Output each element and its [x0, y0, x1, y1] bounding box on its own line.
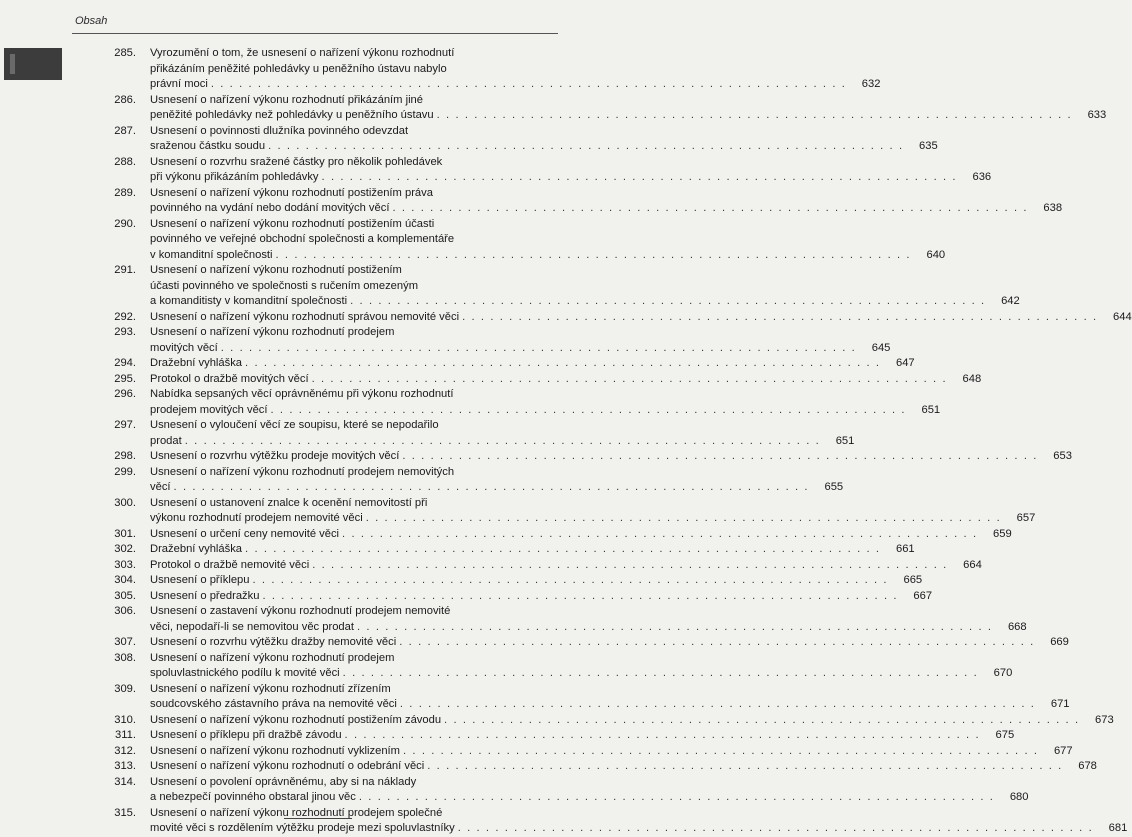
entry-number: 308.	[114, 651, 136, 664]
entry-number: 289.	[114, 186, 136, 199]
entry-page-number: 644	[1113, 310, 1132, 323]
toc-entry[interactable]	[108, 542, 915, 558]
entry-title-line: Usnesení o nařízení výkonu rozhodnutí zřízením	[150, 682, 391, 695]
entry-title-line: soudcovského zástavního práva na nemovité věci	[150, 698, 397, 710]
toc-entry[interactable]	[108, 713, 1114, 729]
dot-leader: . . . . . . . . . . . . . . . . . . . . . . . . . . . . . . . . . . . . . . . . . . . . . . . . . . . . . . . . . . . . . . . . . . . .	[220, 341, 857, 354]
toc-entry[interactable]	[108, 186, 1063, 217]
entry-number: 293.	[114, 326, 136, 338]
entry-page-number: 633	[1087, 109, 1107, 121]
dot-leader: . . . . . . . . . . . . . . . . . . . . . . . . . . . . . . . . . . . . . . . . . . . . . . . . . . . . . . . . . . . . . . . . . . . .	[356, 620, 993, 633]
entry-title-line: Usnesení o nařízení výkonu rozhodnutí postižením práva	[150, 186, 433, 199]
entry-title-line: přikázáním peněžité pohledávky u peněžního ústavu nabylo	[150, 62, 447, 75]
entry-page-number: 661	[895, 543, 915, 555]
entry-title-line: Usnesení o povinnosti dlužníka povinného odevzdat	[150, 124, 409, 137]
toc-entry[interactable]	[108, 325, 891, 356]
entry-page-number: 657	[1016, 512, 1036, 524]
header-divider	[72, 33, 558, 34]
entry-title-line: movité věci s rozdělením výtěžku prodeje mezi spoluvlastníky	[150, 822, 455, 834]
entry-number: 304.	[114, 574, 136, 586]
entry-title-line: peněžité pohledávky než pohledávky u peněžního ústavu	[150, 109, 434, 121]
entry-page-number: 680	[1009, 791, 1029, 803]
toc-entry[interactable]	[108, 496, 1036, 527]
entry-page-number: 642	[1001, 295, 1020, 307]
entry-page-number: 681	[1108, 822, 1128, 834]
entry-page-number: 668	[1007, 620, 1027, 633]
entry-title-line: Usnesení o nařízení výkonu rozhodnutí přikázáním jiné	[150, 93, 424, 106]
dot-leader: . . . . . . . . . . . . . . . . . . . . . . . . . . . . . . . . . . . . . . . . . . . . . . . . . . . . . . . . . . . . . . . . . . . .	[462, 310, 1098, 323]
dot-leader: . . . . . . . . . . . . . . . . . . . . . . . . . . . . . . . . . . . . . . . . . . . . . . . . . . . . . . . . . . . . . . . . . . . .	[350, 295, 986, 307]
dot-leader: . . . . . . . . . . . . . . . . . . . . . . . . . . . . . . . . . . . . . . . . . . . . . . . . . . . . . . . . . . . . . . . . . . . .	[312, 558, 948, 571]
entry-page-number: 648	[962, 372, 982, 385]
dot-leader: . . . . . . . . . . . . . . . . . . . . . . . . . . . . . . . . . . . . . . . . . . . . . . . . . . . . . . . . . . . . . . . . . . . .	[342, 667, 979, 679]
dot-leader: . . . . . . . . . . . . . . . . . . . . . . . . . . . . . . . . . . . . . . . . . . . . . . . . . . . . . . . . . . . . . . . . . . . .	[444, 713, 1080, 726]
entry-page-number: 675	[995, 729, 1015, 741]
section-tab-marker	[4, 48, 62, 80]
entry-title-line: Usnesení o rozvrhu výtěžku dražby nemovité věci	[150, 636, 397, 648]
entry-number: 309.	[114, 682, 136, 695]
toc-entry[interactable]	[108, 372, 982, 388]
entry-title-line: Usnesení o nařízení výkonu rozhodnutí prodejem nemovitých	[150, 465, 455, 478]
entry-page-number: 665	[903, 574, 923, 586]
dot-leader: . . . . . . . . . . . . . . . . . . . . . . . . . . . . . . . . . . . . . . . . . . . . . . . . . . . . . . . . . . . . . . . . . . . .	[184, 434, 821, 447]
entry-number: 303.	[114, 558, 136, 571]
entry-title-line: Protokol o dražbě movitých věcí	[150, 372, 309, 385]
entry-number: 296.	[114, 388, 136, 400]
entry-number: 305.	[114, 589, 136, 602]
entry-title-line: a komanditisty v komanditní společnosti	[150, 295, 348, 307]
entry-title-line: povinného ve veřejné obchodní společnosti a komplementáře	[150, 233, 455, 245]
entry-title-line: při výkonu přikázáním pohledávky	[150, 171, 319, 183]
entry-title-line: Usnesení o nařízení výkonu rozhodnutí postižením závodu	[150, 713, 442, 726]
entry-page-number: 638	[1043, 202, 1063, 214]
dot-leader: . . . . . . . . . . . . . . . . . . . . . . . . . . . . . . . . . . . . . . . . . . . . . . . . . . . . . . . . . . . . . . . . . . . .	[399, 636, 1035, 648]
entry-number: 297.	[114, 419, 136, 431]
dot-leader: . . . . . . . . . . . . . . . . . . . . . . . . . . . . . . . . . . . . . . . . . . . . . . . . . . . . . . . . . . . . . . . . . . . .	[436, 109, 1073, 121]
entry-title-line: Usnesení o nařízení výkonu rozhodnutí postižením	[150, 264, 402, 276]
dot-leader: . . . . . . . . . . . . . . . . . . . . . . . . . . . . . . . . . . . . . . . . . . . . . . . . . . . . . . . . . . . . . . . . . . . .	[399, 698, 1036, 710]
entry-page-number: 667	[913, 589, 933, 602]
entry-page-number: 645	[871, 341, 891, 354]
dot-leader: . . . . . . . . . . . . . . . . . . . . . . . . . . . . . . . . . . . . . . . . . . . . . . . . . . . . . . . . . . . . . . . . . . . .	[245, 357, 881, 369]
toc-entry[interactable]	[108, 387, 941, 418]
dot-leader: . . . . . . . . . . . . . . . . . . . . . . . . . . . . . . . . . . . . . . . . . . . . . . . . . . . . . . . . . . . . . . . . . . . .	[358, 791, 995, 803]
page-header-title: Obsah	[75, 15, 108, 27]
dot-leader: . . . . . . . . . . . . . . . . . . . . . . . . . . . . . . . . . . . . . . . . . . . . . . . . . . . . . . . . . . . . . . . . . . . .	[402, 450, 1038, 462]
entry-title-line: Usnesení o nařízení výkonu rozhodnutí prodejem	[150, 651, 395, 664]
entry-number: 311.	[115, 729, 136, 741]
entry-title-line: a nebezpečí povinného obstaral jinou věc	[150, 791, 356, 803]
entry-title-line: Usnesení o předražku	[150, 589, 260, 602]
entry-title-line: Dražební vyhláška	[150, 543, 243, 555]
dot-leader: . . . . . . . . . . . . . . . . . . . . . . . . . . . . . . . . . . . . . . . . . . . . . . . . . . . . . . . . . . . . . . . . . . . .	[344, 729, 981, 741]
entry-number: 315.	[114, 806, 136, 819]
dot-leader: . . . . . . . . . . . . . . . . . . . . . . . . . . . . . . . . . . . . . . . . . . . . . . . . . . . . . . . . . . . . . . . . . . . .	[173, 481, 810, 493]
entry-number: 300.	[114, 496, 136, 509]
entry-title-line: prodejem movitých věcí	[150, 403, 268, 416]
entry-title-line: movitých věcí	[150, 341, 218, 354]
entry-title-line: Usnesení o povolení oprávněnému, aby si na náklady	[150, 775, 417, 788]
entry-number: 312.	[114, 744, 136, 757]
entry-number: 286.	[114, 93, 136, 106]
entry-number: 299.	[114, 465, 136, 478]
entry-title-line: Usnesení o nařízení výkonu rozhodnutí prodejem společné	[150, 806, 443, 819]
entry-title-line: spoluvlastnického podílu k movité věci	[150, 667, 340, 679]
entry-number: 307.	[114, 636, 136, 648]
entry-page-number: 647	[895, 357, 915, 369]
dot-leader: . . . . . . . . . . . . . . . . . . . . . . . . . . . . . . . . . . . . . . . . . . . . . . . . . . . . . . . . . . . . . . . . . . . .	[427, 760, 1063, 772]
entry-page-number: 678	[1078, 760, 1097, 772]
toc-entry[interactable]	[108, 744, 1073, 760]
entry-title-line: věci, nepodaří-li se nemovitou věc prodat	[150, 620, 354, 633]
toc-entry[interactable]	[108, 558, 982, 574]
entry-title-line: Usnesení o určení ceny nemovité věci	[150, 527, 340, 540]
entry-number: 291.	[114, 264, 136, 276]
toc-entry[interactable]	[108, 604, 1027, 635]
toc-entry[interactable]	[108, 682, 1070, 713]
entry-title-line: Usnesení o ustanovení znalce k ocenění nemovitostí při	[150, 496, 428, 509]
entry-page-number: 664	[963, 558, 982, 571]
entry-page-number: 655	[824, 481, 844, 493]
entry-title-line: právní moci	[150, 78, 208, 90]
entry-title-line: Usnesení o nařízení výkonu rozhodnutí prodejem	[150, 326, 395, 338]
entry-page-number: 640	[926, 248, 946, 261]
toc-entry[interactable]	[108, 124, 938, 155]
entry-page-number: 632	[861, 78, 881, 90]
entry-number: 314.	[114, 775, 136, 788]
entry-title-line: Usnesení o rozvrhu výtěžku prodeje movitých věcí	[150, 450, 400, 462]
dot-leader: . . . . . . . . . . . . . . . . . . . . . . . . . . . . . . . . . . . . . . . . . . . . . . . . . . . . . . . . . . . . . . . . . . . .	[270, 403, 907, 416]
toc-entry[interactable]	[108, 589, 933, 605]
dot-leader: . . . . . . . . . . . . . . . . . . . . . . . . . . . . . . . . . . . . . . . . . . . . . . . . . . . . . . . . . . . . . . . . . . . .	[252, 574, 889, 586]
entry-title-line: Usnesení o nařízení výkonu rozhodnutí postižením účasti	[150, 217, 435, 230]
entry-title-line: Usnesení o nařízení výkonu rozhodnutí správou nemovité věci	[150, 310, 460, 323]
entry-number: 292.	[114, 310, 136, 323]
entry-number: 288.	[114, 155, 136, 168]
dot-leader: . . . . . . . . . . . . . . . . . . . . . . . . . . . . . . . . . . . . . . . . . . . . . . . . . . . . . . . . . . . . . . . . . . . .	[268, 140, 904, 152]
entry-number: 301.	[114, 527, 136, 540]
dot-leader: . . . . . . . . . . . . . . . . . . . . . . . . . . . . . . . . . . . . . . . . . . . . . . . . . . . . . . . . . . . . . . . . . . . .	[275, 248, 912, 261]
dot-leader: . . . . . . . . . . . . . . . . . . . . . . . . . . . . . . . . . . . . . . . . . . . . . . . . . . . . . . . . . . . . . . . . . . . .	[262, 589, 899, 602]
toc-entry[interactable]	[108, 759, 1097, 775]
toc-entry[interactable]	[108, 449, 1072, 465]
entry-number: 285.	[114, 47, 136, 59]
toc-entry[interactable]	[108, 93, 1107, 124]
dot-leader: . . . . . . . . . . . . . . . . . . . . . . . . . . . . . . . . . . . . . . . . . . . . . . . . . . . . . . . . . . . . . . . . . . . .	[245, 543, 881, 555]
entry-page-number: 659	[993, 527, 1012, 540]
entry-number: 290.	[114, 217, 136, 230]
toc-entry[interactable]	[108, 465, 844, 496]
entry-number: 310.	[114, 713, 136, 726]
toc-entry[interactable]	[108, 46, 881, 93]
entry-title-line: Usnesení o zastavení výkonu rozhodnutí prodejem nemovité	[150, 605, 451, 617]
toc-entry[interactable]	[108, 263, 1020, 310]
dot-leader: . . . . . . . . . . . . . . . . . . . . . . . . . . . . . . . . . . . . . . . . . . . . . . . . . . . . . . . . . . . . . . . . . . . .	[311, 372, 948, 385]
dot-leader: . . . . . . . . . . . . . . . . . . . . . . . . . . . . . . . . . . . . . . . . . . . . . . . . . . . . . . . . . . . . . . . . . . . .	[402, 744, 1039, 757]
toc-entry[interactable]	[108, 527, 1012, 543]
entry-page-number: 673	[1095, 713, 1114, 726]
entry-number: 298.	[114, 450, 136, 462]
toc-entry[interactable]	[108, 635, 1069, 651]
entry-title-line: Dražební vyhláška	[150, 357, 243, 369]
entry-page-number: 677	[1053, 744, 1073, 757]
entry-page-number: 651	[835, 434, 855, 447]
entry-title-line: účasti povinného ve společnosti s ručením omezeným	[150, 279, 419, 292]
toc-entry[interactable]	[108, 806, 1128, 837]
toc-entry[interactable]	[108, 651, 1013, 682]
entry-page-number: 669	[1050, 636, 1069, 648]
entry-title-line: věcí	[150, 481, 171, 493]
dot-leader: . . . . . . . . . . . . . . . . . . . . . . . . . . . . . . . . . . . . . . . . . . . . . . . . . . . . . . . . . . . . . . . . . . . .	[365, 512, 1002, 524]
table-of-contents	[108, 46, 1132, 837]
entry-page-number: 670	[993, 667, 1013, 679]
toc-entry[interactable]	[108, 310, 1132, 326]
entry-page-number: 671	[1050, 698, 1070, 710]
entry-title-line: Usnesení o příklepu	[150, 574, 250, 586]
entry-number: 287.	[114, 124, 136, 137]
entry-title-line: výkonu rozhodnutí prodejem nemovité věci	[150, 512, 363, 524]
dot-leader: . . . . . . . . . . . . . . . . . . . . . . . . . . . . . . . . . . . . . . . . . . . . . . . . . . . . . . . . . . . . . . . . . . . .	[342, 527, 978, 540]
entry-number: 295.	[114, 372, 136, 385]
entry-title-line: Vyrozumění o tom, že usnesení o nařízení výkonu rozhodnutí	[150, 47, 455, 59]
toc-entry[interactable]	[108, 728, 1015, 744]
entry-page-number: 651	[921, 403, 941, 416]
entry-title-line: prodat	[150, 434, 182, 447]
entry-number: 313.	[114, 760, 136, 772]
entry-title-line: Usnesení o rozvrhu sražené částky pro několik pohledávek	[150, 155, 443, 168]
dot-leader: . . . . . . . . . . . . . . . . . . . . . . . . . . . . . . . . . . . . . . . . . . . . . . . . . . . . . . . . . . . . . . . . . . . .	[392, 202, 1029, 214]
entry-page-number: 653	[1053, 450, 1072, 462]
entry-page-number: 635	[919, 140, 938, 152]
entry-title-line: sraženou částku soudu	[150, 140, 266, 152]
toc-entry[interactable]	[108, 418, 855, 449]
toc-entry[interactable]	[108, 775, 1029, 806]
entry-page-number: 636	[972, 171, 992, 183]
dot-leader: . . . . . . . . . . . . . . . . . . . . . . . . . . . . . . . . . . . . . . . . . . . . . . . . . . . . . . . . . . . . . . . . . . . .	[210, 78, 847, 90]
toc-entry[interactable]	[108, 155, 992, 186]
entry-title-line: Nabídka sepsaných věcí oprávněnému při výkonu rozhodnutí	[150, 388, 454, 400]
entry-title-line: povinného na vydání nebo dodání movitých věcí	[150, 202, 390, 214]
entry-title-line: v komanditní společnosti	[150, 248, 273, 261]
footer-divider	[284, 818, 352, 819]
entry-title-line: Usnesení o příklepu při dražbě závodu	[150, 729, 342, 741]
dot-leader: . . . . . . . . . . . . . . . . . . . . . . . . . . . . . . . . . . . . . . . . . . . . . . . . . . . . . . . . . . . . . . . . . . . .	[457, 822, 1094, 834]
entry-title-line: Usnesení o vyloučení věcí ze soupisu, které se nepodařilo	[150, 419, 439, 431]
entry-number: 294.	[114, 357, 136, 369]
entry-title-line: Protokol o dražbě nemovité věci	[150, 558, 310, 571]
entry-number: 302.	[114, 543, 136, 555]
toc-entry[interactable]	[108, 573, 923, 589]
dot-leader: . . . . . . . . . . . . . . . . . . . . . . . . . . . . . . . . . . . . . . . . . . . . . . . . . . . . . . . . . . . . . . . . . . . .	[321, 171, 958, 183]
entry-title-line: Usnesení o nařízení výkonu rozhodnutí o odebrání věci	[150, 760, 425, 772]
toc-entry[interactable]	[108, 356, 915, 372]
toc-entry[interactable]	[108, 217, 946, 264]
entry-title-line: Usnesení o nařízení výkonu rozhodnutí vyklizením	[150, 744, 400, 757]
entry-number: 306.	[114, 605, 136, 617]
